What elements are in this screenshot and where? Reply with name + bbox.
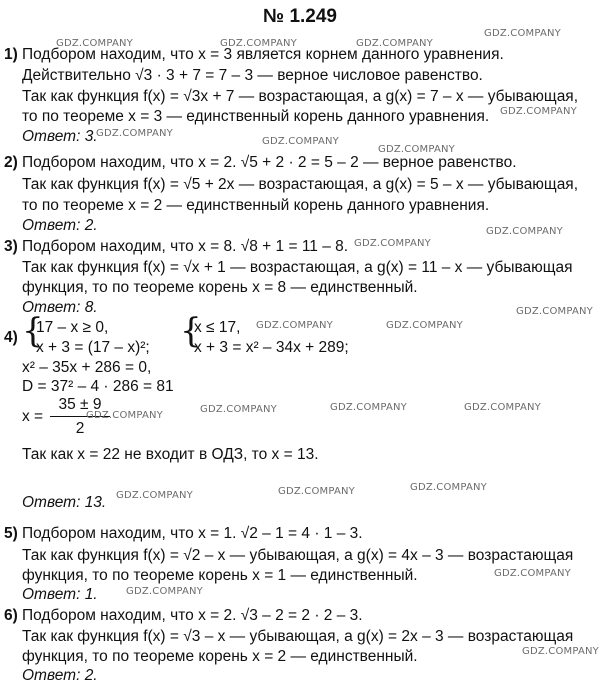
problem-2-line-1: Подбором находим, что x = 2. √5 + 2 · 2 = 5 – 2 — верное равенство. bbox=[22, 154, 517, 171]
system-2-line-1: x ≤ 17, bbox=[194, 319, 241, 336]
roots-x-label: x = bbox=[22, 408, 44, 425]
watermark: GDZ.COMPANY bbox=[500, 106, 577, 117]
exercise-title: № 1.249 bbox=[262, 6, 337, 27]
watermark: GDZ.COMPANY bbox=[116, 490, 193, 501]
problem-2-answer: Ответ: 2. bbox=[22, 217, 98, 234]
watermark: GDZ.COMPANY bbox=[220, 38, 297, 49]
problem-3-line-3: функция, то по теореме корень x = 8 — единственный. bbox=[22, 279, 418, 296]
problem-4-number: 4) bbox=[4, 329, 18, 346]
problem-5-answer: Ответ: 1. bbox=[22, 586, 98, 603]
problem-3-line-1: Подбором находим, что x = 8. √8 + 1 = 11 – 8. bbox=[22, 238, 349, 255]
watermark: GDZ.COMPANY bbox=[386, 320, 463, 331]
problem-6-number: 6) bbox=[4, 607, 18, 624]
problem-4-answer: Ответ: 13. bbox=[22, 494, 107, 511]
watermark: GDZ.COMPANY bbox=[354, 238, 431, 249]
watermark: GDZ.COMPANY bbox=[494, 568, 571, 579]
watermark: GDZ.COMPANY bbox=[200, 404, 277, 415]
problem-6-answer: Ответ: 2. bbox=[22, 667, 98, 684]
problem-2-line-3: то по теореме x = 2 — единственный корень данного уравнения. bbox=[22, 197, 490, 214]
roots-denominator: 2 bbox=[75, 420, 85, 437]
roots-numerator: 35 ± 9 bbox=[58, 396, 102, 413]
watermark: GDZ.COMPANY bbox=[330, 402, 407, 413]
problem-6-line-1: Подбором находим, что x = 2. √3 – 2 = 2 · 2 – 3. bbox=[22, 607, 363, 624]
problem-5-line-1: Подбором находим, что x = 1. √2 – 1 = 4 · 1 – 3. bbox=[22, 525, 363, 542]
problem-5-line-3: функция, то по теореме корень x = 1 — единственный. bbox=[22, 567, 418, 584]
problem-1-line-1: Подбором находим, что x = 3 является корнем данного уравнения. bbox=[22, 46, 504, 63]
problem-4-conclusion: Так как x = 22 не входит в ОДЗ, то x = 13. bbox=[22, 446, 319, 463]
system-1-line-1: 17 – x ≥ 0, bbox=[36, 319, 109, 336]
problem-6-line-2: Так как функция f(x) = √3 – x — убывающая, а g(x) = 2x – 3 — возрастающая bbox=[22, 628, 574, 645]
problem-1-line-3: Так как функция f(x) = √3x + 7 — возрастающая, а g(x) = 7 – x — убывающая, bbox=[22, 88, 579, 105]
problem-5-line-2: Так как функция f(x) = √2 – x — убывающая, а g(x) = 4x – 3 — возрастающая bbox=[22, 547, 574, 564]
problem-3-line-2: Так как функция f(x) = √x + 1 — возрастающая, а g(x) = 11 – x — убывающая bbox=[22, 259, 573, 276]
watermark: GDZ.COMPANY bbox=[378, 144, 455, 155]
watermark: GDZ.COMPANY bbox=[484, 28, 561, 39]
problem-1-answer: Ответ: 3. bbox=[22, 128, 98, 145]
system-brace-2: { bbox=[180, 311, 202, 351]
watermark: GDZ.COMPANY bbox=[278, 486, 355, 497]
problem-5-number: 5) bbox=[4, 525, 18, 542]
system-2-line-2: x + 3 = x² – 34x + 289; bbox=[194, 339, 349, 356]
problem-6-line-3: функция, то по теореме корень x = 2 — единственный. bbox=[22, 648, 418, 665]
watermark: GDZ.COMPANY bbox=[486, 226, 563, 237]
watermark: GDZ.COMPANY bbox=[256, 320, 333, 331]
watermark: GDZ.COMPANY bbox=[86, 410, 163, 421]
watermark: GDZ.COMPANY bbox=[262, 136, 339, 147]
discriminant: D = 37² – 4 · 286 = 81 bbox=[22, 378, 174, 395]
problem-1-line-2: Действительно √3 · 3 + 7 = 7 – 3 — верное числовое равенство. bbox=[22, 67, 483, 84]
watermark: GDZ.COMPANY bbox=[410, 482, 487, 493]
quadratic-equation: x² – 35x + 286 = 0, bbox=[22, 359, 152, 376]
system-1-line-2: x + 3 = (17 – x)²; bbox=[36, 339, 150, 356]
problem-3-number: 3) bbox=[4, 238, 18, 255]
watermark: GDZ.COMPANY bbox=[96, 128, 173, 139]
watermark: GDZ.COMPANY bbox=[522, 646, 599, 657]
watermark: GDZ.COMPANY bbox=[516, 306, 593, 317]
problem-1-line-4: то по теореме x = 3 — единственный корень данного уравнения. bbox=[22, 108, 490, 125]
watermark: GDZ.COMPANY bbox=[126, 586, 203, 597]
watermark: GDZ.COMPANY bbox=[464, 402, 541, 413]
problem-3-answer: Ответ: 8. bbox=[22, 299, 98, 316]
problem-1-number: 1) bbox=[4, 46, 18, 63]
watermark: GDZ.COMPANY bbox=[56, 38, 133, 49]
problem-2-number: 2) bbox=[4, 154, 18, 171]
watermark: GDZ.COMPANY bbox=[356, 38, 433, 49]
problem-2-line-2: Так как функция f(x) = √5 + 2x — возрастающая, а g(x) = 5 – x — убывающая, bbox=[22, 176, 579, 193]
system-brace-1: { bbox=[22, 311, 44, 351]
